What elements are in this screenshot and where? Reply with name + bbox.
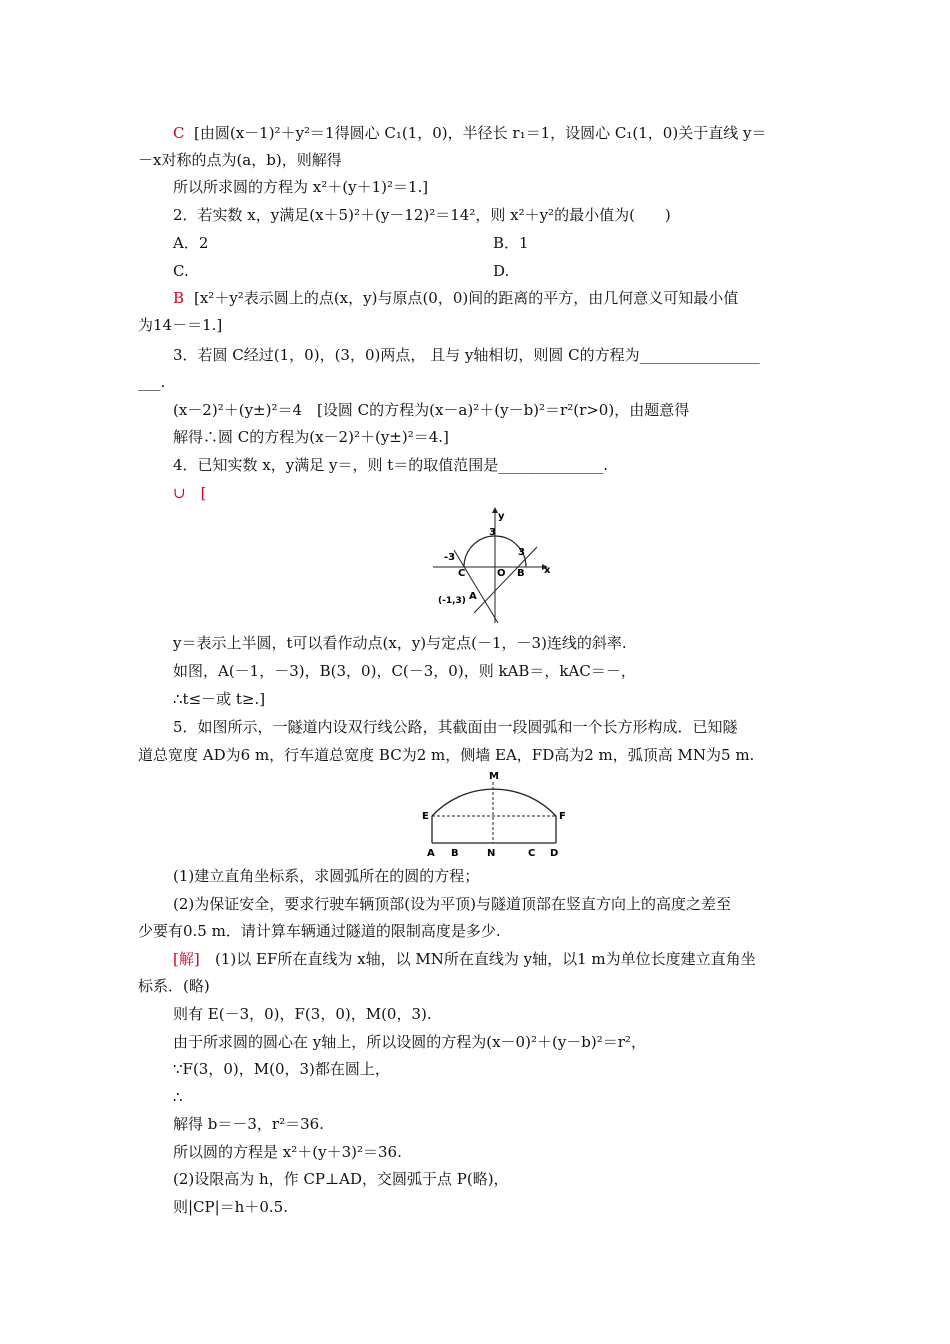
tick-3-top: 3 — [489, 527, 496, 538]
text-line: －x对称的点为(a，b)，则解得 — [138, 151, 342, 169]
origin-label: O — [497, 568, 506, 579]
question-4: 4．已知实数 x，y满足 y＝，则 t＝的取值范围是______________. — [173, 456, 609, 474]
question-5: 5．如图所示，一隧道内设双行线公路，其截面由一段圆弧和一个长方形构成．已知隧 — [173, 718, 738, 736]
option-b: B．1 — [493, 234, 529, 252]
text-line: 少要有0.5 m．请计算车辆通过隧道的限制高度是多少. — [138, 922, 501, 940]
point-d-label: D — [550, 848, 559, 859]
text-line: 标系．(略) — [138, 977, 210, 995]
question-3: 3．若圆 C经过(1，0)，(3，0)两点， 且与 y轴相切，则圆 C的方程为________________ — [173, 346, 760, 364]
text-line: (1)以 EF所在直线为 x轴，以 MN所在直线为 y轴，以1 m为单位长度建立直角坐 — [215, 950, 756, 968]
point-b-label: B — [517, 568, 525, 579]
point-f-label: F — [559, 811, 566, 822]
point-m-label: M — [489, 771, 499, 782]
semicircle-figure — [430, 505, 550, 625]
point-b-label: B — [451, 848, 459, 859]
text-line: 道总宽度 AD为6 m，行车道总宽度 BC为2 m，侧墙 EA，FD高为2 m，弧顶高 MN为5 m. — [138, 746, 755, 764]
point-c-label: C — [458, 568, 466, 579]
text-line: 如图，A(－1，－3)，B(3，0)，C(－3，0)，则 kAB＝，kAC＝－， — [173, 662, 636, 680]
point-n-label: N — [487, 848, 496, 859]
option-d: D. — [493, 262, 510, 280]
text-line: ∴t≤－或 t≥.] — [173, 690, 266, 708]
question-2: 2．若实数 x，y满足(x＋5)²＋(y－12)²＝14²，则 x²＋y²的最小值为( ) — [173, 206, 671, 224]
tick-neg3: -3 — [444, 552, 456, 563]
text-line: ∵F(3，0)，M(0，3)都在圆上， — [173, 1060, 390, 1078]
text-line: (x－2)²＋(y±)²＝4 [设圆 C的方程为(x－a)²＋(y－b)²＝r²(r>0)，由题意得 — [173, 401, 690, 419]
option-a: A．2 — [173, 234, 209, 252]
point-c-label: C — [528, 848, 536, 859]
point-coord-label: (-1,3) — [438, 596, 466, 606]
tunnel-figure — [415, 768, 575, 860]
text-line: [x²＋y²表示圆上的点(x，y)与原点(0，0)间的距离的平方，由几何意义可知最小值 — [194, 289, 739, 307]
text-line: (1)建立直角坐标系，求圆弧所在的圆的方程； — [173, 867, 480, 885]
answer-mark-1: C — [173, 124, 185, 142]
option-c: C. — [173, 262, 189, 280]
text-line: [由圆(x－1)²＋y²＝1得圆心 C₁(1，0)，半径长 r₁＝1，设圆心 C₁(1，0)关于直线 y＝ — [194, 124, 767, 142]
text-line: 解得∴圆 C的方程为(x－2)²＋(y±)²＝4.] — [173, 428, 449, 446]
point-a-label: A — [469, 591, 477, 602]
text-line: (2)为保证安全，要求行驶车辆顶部(设为平顶)与隧道顶部在竖直方向上的高度之差至 — [173, 895, 731, 913]
tick-3-right: 3 — [518, 547, 525, 558]
x-axis-label: x — [544, 565, 550, 576]
text-line: y＝表示上半圆，t可以看作动点(x，y)与定点(－1，－3)连线的斜率. — [173, 634, 627, 652]
text-line: ∴ — [173, 1088, 183, 1106]
y-axis-label: y — [498, 511, 505, 522]
text-line: (2)设限高为 h，作 CP⊥AD，交圆弧于点 P(略)， — [173, 1170, 509, 1188]
text-line: ___. — [138, 373, 166, 391]
text-line: 则|CP|＝h＋0.5. — [173, 1198, 288, 1216]
text-line: 则有 E(－3，0)，F(3，0)，M(0，3). — [173, 1005, 432, 1023]
point-a-label: A — [427, 848, 435, 859]
text-line: 由于所求圆的圆心在 y轴上，所以设圆的方程为(x－0)²＋(y－b)²＝r²， — [173, 1033, 646, 1051]
solution-mark: [解] — [173, 950, 200, 968]
point-e-label: E — [422, 811, 429, 822]
answer-mark-2: B — [173, 289, 185, 307]
text-line: 所以所求圆的方程为 x²＋(y＋1)²＝1.] — [173, 178, 429, 196]
answer-mark-4: ∪ [ — [173, 484, 207, 502]
text-line: 所以圆的方程是 x²＋(y＋3)²＝36. — [173, 1143, 402, 1161]
text-line: 为14－＝1.] — [138, 316, 223, 334]
text-line: 解得 b＝－3，r²＝36. — [173, 1115, 324, 1133]
